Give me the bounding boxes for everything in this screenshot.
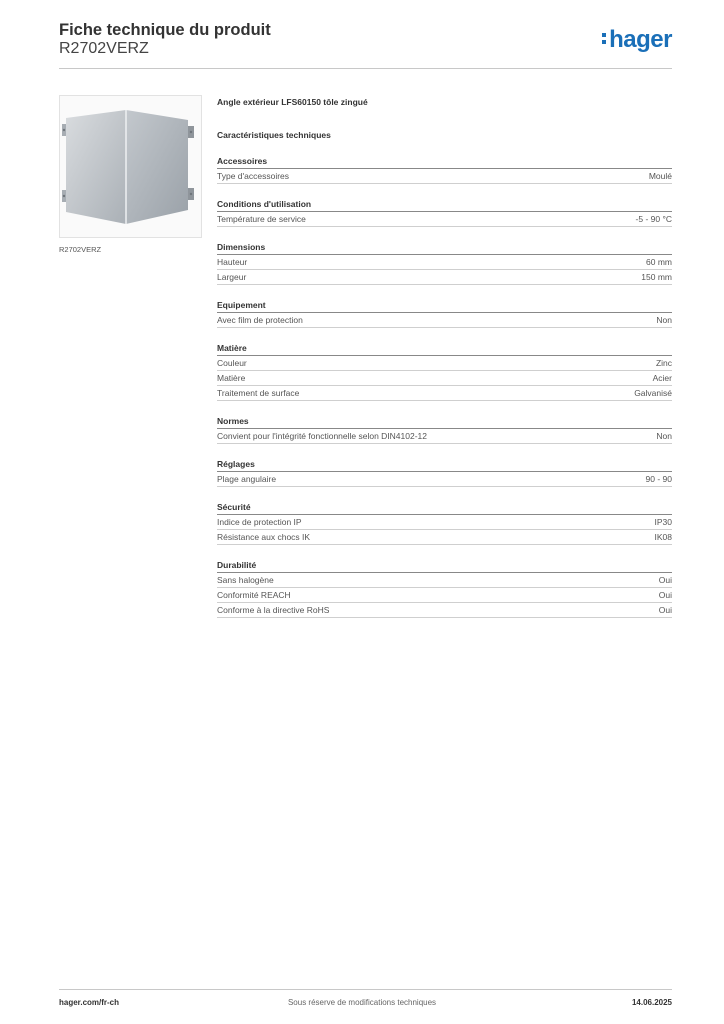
spec-value: Oui — [658, 605, 672, 615]
product-name: Angle extérieur LFS60150 tôle zingué — [217, 97, 368, 107]
spec-row — [217, 212, 672, 227]
group-title: Réglages — [217, 458, 672, 472]
page-header — [59, 20, 672, 70]
spec-value: 150 mm — [641, 272, 672, 282]
group-title: Conditions d'utilisation — [217, 198, 672, 212]
spec-row — [217, 515, 672, 530]
metal-angle-illustration — [60, 96, 201, 237]
logo-text: hager — [609, 26, 672, 53]
spec-label: Traitement de surface — [217, 388, 300, 398]
spec-value: Oui — [658, 575, 672, 585]
spec-group-conditions — [217, 198, 672, 227]
spec-row — [217, 530, 672, 545]
spec-label: Indice de protection IP — [217, 517, 302, 527]
spec-group-reglages — [217, 458, 672, 487]
spec-label: Conforme à la directive RoHS — [217, 605, 330, 615]
spec-label: Hauteur — [217, 257, 248, 267]
spec-row — [217, 429, 672, 444]
spec-value: Acier — [652, 373, 672, 383]
spec-value: Galvanisé — [634, 388, 672, 398]
spec-label: Avec film de protection — [217, 315, 303, 325]
spec-label: Sans halogène — [217, 575, 274, 585]
spec-label: Matière — [217, 373, 246, 383]
spec-value: Non — [656, 315, 672, 325]
header-divider — [59, 68, 672, 69]
spec-label: Type d'accessoires — [217, 171, 290, 181]
product-reference: R2702VERZ — [59, 40, 149, 57]
product-image — [59, 95, 202, 238]
spec-row — [217, 371, 672, 386]
spec-value: Moulé — [648, 171, 672, 181]
spec-group-dimensions — [217, 241, 672, 285]
group-title: Matière — [217, 342, 672, 356]
spec-row — [217, 270, 672, 285]
spec-row — [217, 356, 672, 371]
spec-value: Zinc — [655, 358, 672, 368]
footer-website-link[interactable]: hager.com/fr-ch — [59, 998, 120, 1007]
spec-value: 90 - 90 — [645, 474, 672, 484]
spec-group-securite — [217, 501, 672, 545]
group-title: Equipement — [217, 299, 672, 313]
spec-value: IP30 — [654, 517, 672, 527]
spec-row — [217, 386, 672, 401]
spec-label: Plage angulaire — [217, 474, 277, 484]
image-caption: R2702VERZ — [59, 245, 102, 254]
spec-value: 60 mm — [646, 257, 672, 267]
spec-group-accessoires — [217, 155, 672, 184]
group-title: Accessoires — [217, 155, 672, 169]
footer-date: 14.06.2025 — [631, 998, 672, 1007]
spec-row — [217, 313, 672, 328]
spec-label: Couleur — [217, 358, 247, 368]
spec-row — [217, 255, 672, 270]
spec-group-equipement — [217, 299, 672, 328]
spec-label: Résistance aux chocs IK — [217, 532, 311, 542]
page-title: Fiche technique du produit — [59, 21, 271, 39]
hager-logo[interactable] — [602, 26, 672, 54]
spec-content — [217, 96, 672, 618]
spec-group-normes — [217, 415, 672, 444]
group-title: Dimensions — [217, 241, 672, 255]
spec-group-matiere — [217, 342, 672, 401]
footer-disclaimer: Sous réserve de modifications techniques — [287, 998, 437, 1007]
group-title: Normes — [217, 415, 672, 429]
group-title: Sécurité — [217, 501, 672, 515]
spec-row — [217, 169, 672, 184]
spec-label: Convient pour l'intégrité fonctionnelle selon DIN4102-12 — [217, 431, 428, 441]
spec-value: Non — [656, 431, 672, 441]
spec-row — [217, 588, 672, 603]
spec-label: Température de service — [217, 214, 306, 224]
spec-row — [217, 603, 672, 618]
spec-group-durabilite — [217, 559, 672, 618]
spec-value: -5 - 90 °C — [635, 214, 672, 224]
logo-dots-icon — [602, 31, 607, 45]
spec-row — [217, 573, 672, 588]
group-title: Durabilité — [217, 559, 672, 573]
footer-divider — [59, 989, 672, 990]
spec-value: IK08 — [654, 532, 672, 542]
spec-label: Conformité REACH — [217, 590, 291, 600]
specs-heading: Caractéristiques techniques — [217, 130, 331, 140]
spec-value: Oui — [658, 590, 672, 600]
spec-label: Largeur — [217, 272, 247, 282]
spec-row — [217, 472, 672, 487]
